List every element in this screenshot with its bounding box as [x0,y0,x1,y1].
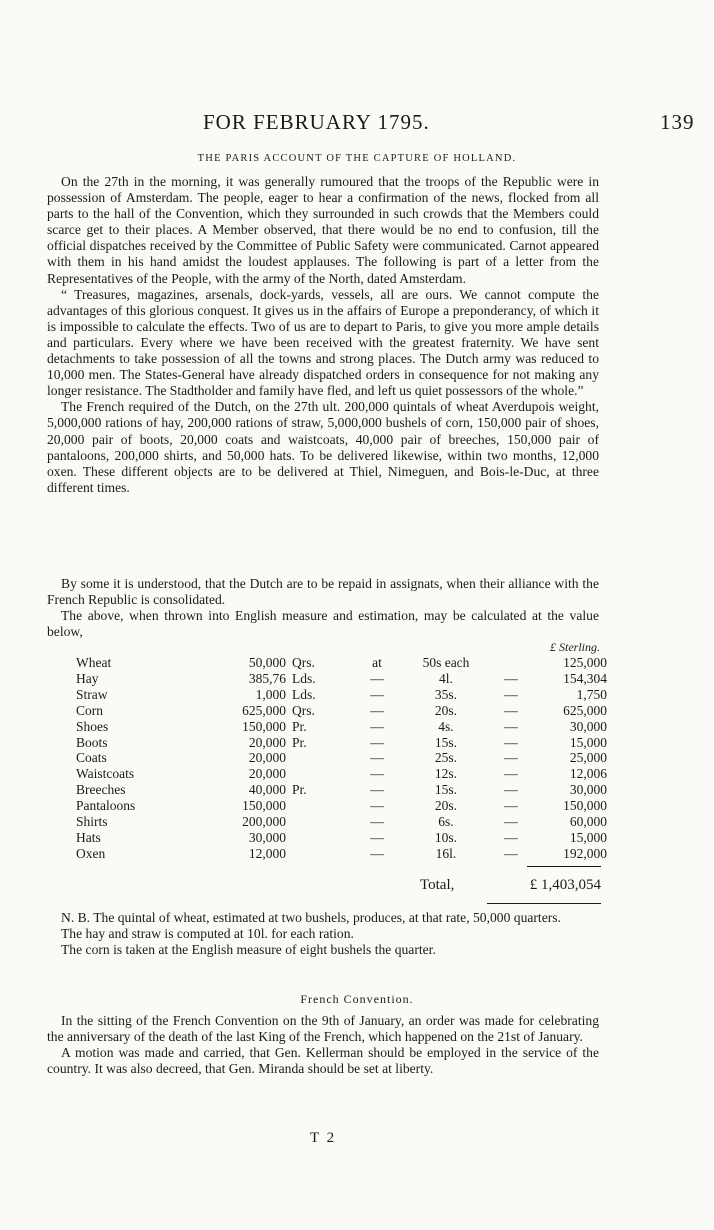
dash-cell: — [504,702,518,718]
paragraph: The above, when thrown into English measure and estimation, may be calculated at the value below, [47,608,599,640]
quantity-cell: 385,76 [248,670,286,686]
item-cell: Hats [76,829,101,845]
table-row [76,687,607,703]
amount-cell: 25,000 [569,750,607,766]
rate-cell: 6s. [438,814,454,830]
table-row [76,798,607,814]
quantity-cell: 20,000 [248,750,286,766]
rate-cell: 12s. [434,766,458,782]
table-row [76,766,607,782]
sum-rule [527,866,601,867]
quantity-cell: 20,000 [248,734,286,750]
dash-cell: — [504,814,518,830]
rate-cell: 20s. [434,798,458,814]
unit-cell [292,814,348,830]
running-title: FOR FEBRUARY 1795. [203,110,430,134]
article-title: THE PARIS ACCOUNT OF THE CAPTURE OF HOLLAND. [197,153,517,164]
item-cell: Breeches [76,782,126,798]
at-cell: — [370,718,384,734]
paragraph: A motion was made and carried, that Gen. Kellerman should be employed in the service of the country. It was also decreed, that Gen. Miranda should be set at liberty. [47,1045,599,1077]
dash-cell: — [504,845,518,861]
quantity-cell: 20,000 [248,766,286,782]
amount-cell: 150,000 [563,798,607,814]
rate-cell: 4s. [438,718,454,734]
item-cell: Pantaloons [76,798,136,814]
quantity-cell: 30,000 [248,829,286,845]
item-cell: Boots [76,734,108,750]
rate-cell: 15s. [434,734,458,750]
paragraph: By some it is understood, that the Dutch are to be repaid in assignats, when their alliance with the French Republic is consolidated. [47,576,599,608]
amount-cell: 30,000 [569,782,607,798]
item-cell: Coats [76,750,107,766]
dash-cell: — [504,734,518,750]
item-cell: Hay [76,670,99,686]
table-row [76,655,607,671]
quantity-cell: 150,000 [242,718,286,734]
unit-cell [292,830,348,846]
item-cell: Shoes [76,718,109,734]
at-cell: — [370,814,384,830]
rate-value: 50s [422,655,442,670]
note: The hay and straw is computed at 10l. for each ration. [61,926,354,942]
table-row [76,703,607,719]
at-cell: — [370,702,384,718]
signature-mark: T 2 [310,1130,337,1146]
article-body-continued [47,576,599,640]
page-number: 139 [660,110,695,134]
total-label: Total, [420,877,455,893]
paragraph: On the 27th in the morning, it was generally rumoured that the troops of the Republic were in possession of Amsterdam. The people, eager to hear a confirmation of the news, flocked from all parts to the hall of the Convention, which they surrounded in such crowds that the Members could scarce get to their places. A Member observed, that there would be no end to confusion, till the official dispatches received by the Committee of Public Safety were communicated. Carnot appeared with them in his hand amidst the loudest applauses. The following is part of a letter from the Representatives of the People, with the army of the North, dated Amsterdam. [47,174,599,286]
convention-body [47,1013,599,1077]
unit-cell: Qrs. [292,702,315,718]
at-cell: — [370,829,384,845]
amount-cell: 625,000 [563,702,607,718]
at-cell: — [370,766,384,782]
amount-cell: 192,000 [563,845,607,861]
unit-cell: Pr. [292,782,307,798]
paragraph: In the sitting of the French Convention on the 9th of January, an order was made for celebrating the anniversary of the death of the last King of the French, which happened on the 21st of January. [47,1013,599,1045]
total-amount: £ 1,403,054 [529,877,601,893]
amount-cell: 125,000 [563,655,607,670]
rate-cell: 4l. [439,670,453,686]
dash-cell: — [504,798,518,814]
item-cell: Oxen [76,845,106,861]
table-row [76,814,607,830]
table-row [76,846,607,862]
unit-cell [292,798,348,814]
amount-cell: 154,304 [563,670,607,686]
at-cell: at [372,655,382,670]
at-cell: — [370,798,384,814]
at-cell: — [370,845,384,861]
dash-cell: — [504,718,518,734]
quantity-cell: 200,000 [242,814,286,830]
dash-cell: — [504,766,518,782]
item-cell: Straw [76,686,108,702]
item-cell: Corn [76,702,103,718]
amount-cell: 15,000 [569,829,607,845]
unit-cell: Pr. [292,734,307,750]
quantity-cell: 625,000 [242,702,286,718]
item-cell: Shirts [76,814,108,830]
amount-cell: 30,000 [569,718,607,734]
quantity-cell: 50,000 [248,655,286,670]
rate-cell: 25s. [434,750,458,766]
quantity-cell: 150,000 [242,798,286,814]
item-cell: Wheat [76,655,112,670]
unit-cell: Lds. [292,686,316,702]
at-cell: — [370,686,384,702]
unit-cell: Pr. [292,718,307,734]
dash-cell: — [504,686,518,702]
unit-cell [292,766,348,782]
rate-cell: 20s. [434,702,458,718]
each-word: each [444,655,470,670]
sterling-column-header: £ Sterling. [550,640,600,654]
table-row [76,830,607,846]
dash-cell: — [504,670,518,686]
quantity-cell: 40,000 [248,782,286,798]
unit-cell: Qrs. [292,655,315,670]
rate-cell [406,655,486,671]
article-body [47,174,599,496]
quantity-cell: 12,000 [248,845,286,861]
note: The corn is taken at the English measure of eight bushels the quarter. [61,942,436,958]
amount-cell: 60,000 [569,814,607,830]
paragraph: The French required of the Dutch, on the 27th ult. 200,000 quintals of wheat Averdupois weight, 5,000,000 rations of hay, 200,000 rations of straw, 5,000,000 bushels of corn, 150,000 pair of shoes, 20,000 pair of boots, 20,000 coats and waistcoats, 40,000 pair of breeches, 150,000 pair of pantaloons, 200,000 shirts, and 50,000 hats. To be delivered likewise, within two months, 12,000 oxen. These different objects are to be delivered at Thiel, Nimeguen, and Bois-le-Duc, at three different times. [47,399,599,495]
paragraph: “ Treasures, magazines, arsenals, dock-yards, vessels, all are ours. We cannot compute the advantages of this glorious conquest. It gives us in the affairs of Europe a preponderancy, of which it is impossible to calculate the effects. Two of us are to depart to Paris, to give you more ample details and particulars. Every where we have been received with the greatest fraternity. We have sent detachments to take possession of all the towns and strong places. The Dutch army was reduced to 10,000 men. The States-General have already dispatched orders in consequence for not making any longer resistance. The Stadtholder and family have fled, and left us quiet possessors of the whole.” [47,286,599,399]
quantity-cell: 1,000 [255,686,286,702]
rate-cell: 10s. [434,829,458,845]
unit-cell [292,750,348,766]
valuation-table [76,655,607,862]
table-row [76,750,607,766]
unit-cell: Lds. [292,670,316,686]
dash-cell [486,655,536,671]
table-row [76,671,607,687]
table-row [76,735,607,751]
rate-cell: 15s. [434,782,458,798]
amount-cell: 15,000 [569,734,607,750]
at-cell: — [370,750,384,766]
unit-cell [292,846,348,862]
item-cell: Waistcoats [76,766,135,782]
at-cell: — [370,782,384,798]
at-cell: — [370,670,384,686]
amount-cell: 12,006 [569,766,607,782]
dash-cell: — [504,782,518,798]
rate-cell: 35s. [434,686,458,702]
notes [47,910,599,958]
amount-cell: 1,750 [576,686,607,702]
table-row [76,719,607,735]
at-cell: — [370,734,384,750]
total-rule [487,903,601,904]
dash-cell: — [504,750,518,766]
rate-cell: 16l. [435,845,457,861]
section-title: French Convention. [300,992,414,1006]
table-row [76,782,607,798]
note: N. B. The quintal of wheat, estimated at two bushels, produces, at that rate, 50,000 quarters. [61,910,561,925]
dash-cell: — [504,829,518,845]
